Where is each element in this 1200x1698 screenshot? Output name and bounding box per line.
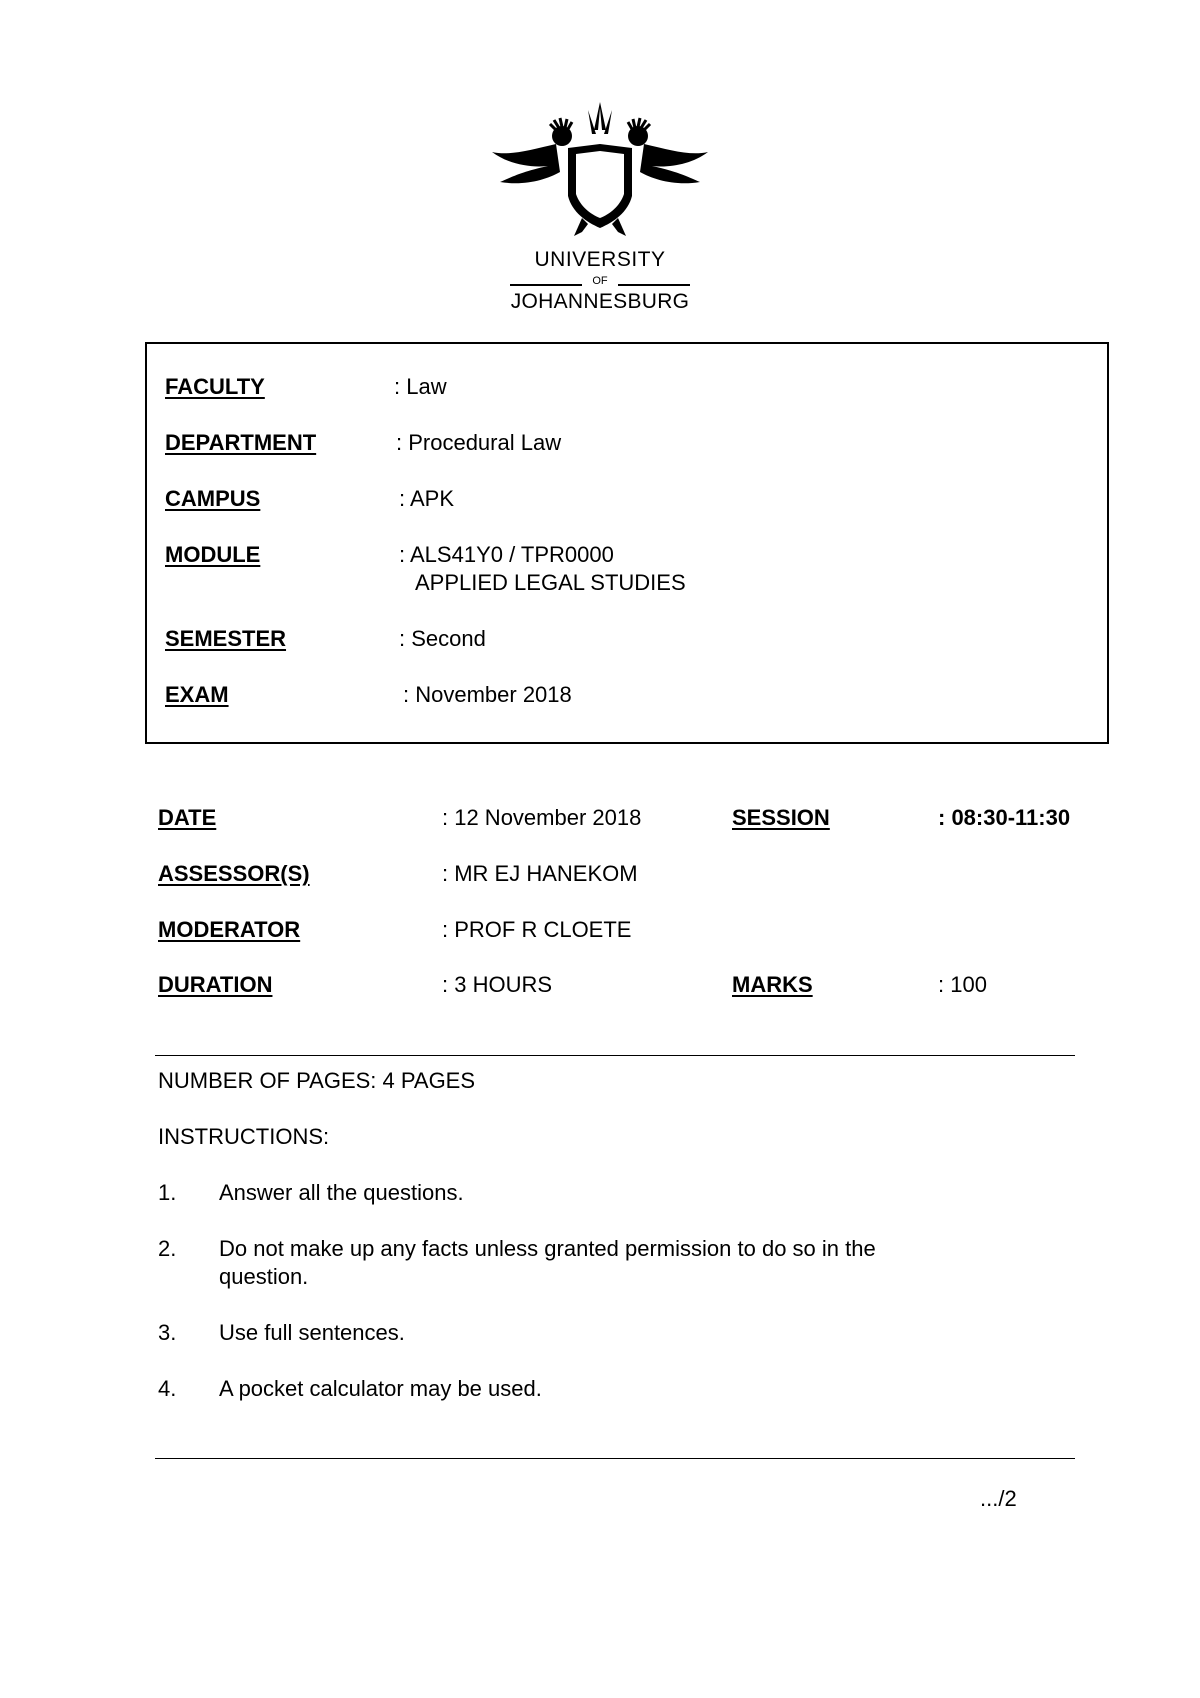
instruction-text: Do not make up any facts unless granted permission to do so in the — [219, 1236, 876, 1261]
page-continuation-marker: .../2 — [980, 1486, 1017, 1511]
university-crest-icon — [490, 100, 710, 240]
module-name-value: APPLIED LEGAL STUDIES — [415, 570, 686, 595]
instruction-text: Use full sentences. — [219, 1320, 405, 1345]
faculty-value: : Law — [394, 374, 447, 399]
marks-label: MARKS — [732, 972, 813, 997]
instruction-number: 3. — [158, 1320, 177, 1345]
top-divider — [155, 1055, 1075, 1056]
duration-label: DURATION — [158, 972, 273, 997]
duration-value: : 3 HOURS — [442, 972, 553, 997]
marks-value: : 100 — [938, 972, 987, 997]
module-label: MODULE — [165, 542, 261, 567]
assessor-value: : MR EJ HANEKOM — [442, 861, 638, 886]
session-label: SESSION — [732, 805, 830, 830]
number-of-pages: NUMBER OF PAGES: 4 PAGES — [158, 1068, 476, 1093]
logo-of-divider — [510, 277, 690, 291]
module-code-value: : ALS41Y0 / TPR0000 — [399, 542, 614, 567]
date-label: DATE — [158, 805, 217, 830]
logo-johannesburg-text: JOHANNESBURG — [510, 290, 690, 313]
instruction-text: Answer all the questions. — [219, 1180, 464, 1205]
assessor-label: ASSESSOR(S) — [158, 861, 310, 886]
exam-info-box — [145, 342, 1109, 744]
semester-value: : Second — [399, 626, 486, 651]
instruction-number: 1. — [158, 1180, 177, 1205]
logo-university-text: UNIVERSITY — [534, 248, 666, 271]
session-value: : 08:30-11:30 — [938, 805, 1071, 830]
date-value: : 12 November 2018 — [442, 805, 642, 830]
semester-label: SEMESTER — [165, 626, 287, 651]
moderator-label: MODERATOR — [158, 917, 301, 942]
university-logo — [470, 100, 730, 315]
instruction-number: 2. — [158, 1236, 177, 1261]
campus-label: CAMPUS — [165, 486, 261, 511]
instruction-text: A pocket calculator may be used. — [219, 1376, 542, 1401]
logo-of-text: OF — [592, 275, 608, 287]
moderator-value: : PROF R CLOETE — [442, 917, 632, 942]
faculty-label: FACULTY — [165, 374, 265, 399]
instruction-number: 4. — [158, 1376, 177, 1401]
campus-value: : APK — [399, 486, 455, 511]
bottom-divider — [155, 1458, 1075, 1459]
exam-label: EXAM — [165, 682, 229, 707]
instruction-text-continued: question. — [219, 1264, 309, 1289]
department-value: : Procedural Law — [396, 430, 562, 455]
instructions-heading: INSTRUCTIONS: — [158, 1124, 330, 1149]
department-label: DEPARTMENT — [165, 430, 317, 455]
exam-value: : November 2018 — [403, 682, 572, 707]
